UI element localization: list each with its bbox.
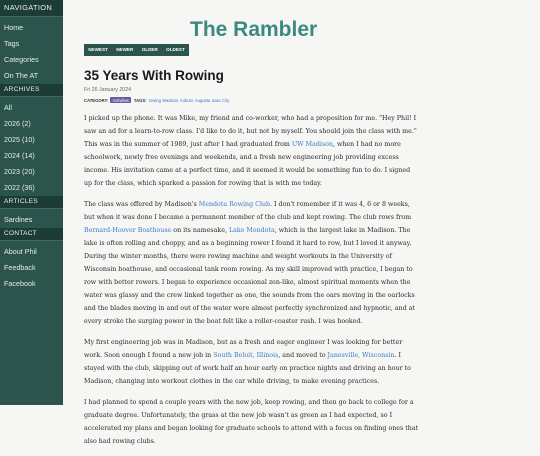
tag-link[interactable]: City xyxy=(222,97,230,103)
paragraph-text: I picked up the phone. It was Mike, my friend and co-worker, who had a proposition for me. "Hey Phil! I saw an ad for a learn-to-row class. I'd like to do it, but not by myself. You should join the class with me." This was in the summer of 1989, just after I had graduated from xyxy=(84,115,417,148)
main-content xyxy=(63,0,540,445)
paragraph-text: , when I had no more schoolwork, newly free evenings and weekends, and a fresh new engineering job providing excess income. His invitation came at a perfect time, and it seemed it would be something fun to do. I signed up for the class, which sparked a passion for rowing that is with me today. xyxy=(84,141,411,187)
paragraph xyxy=(84,112,420,190)
contact-header: CONTACT xyxy=(0,228,63,241)
tag-link[interactable]: rowing xyxy=(148,97,161,103)
boathouse-link[interactable]: Bernard-Hoover Boathouse xyxy=(84,227,172,234)
tag-link[interactable]: Madison xyxy=(162,97,179,103)
nav-item-tags[interactable]: Tags xyxy=(4,39,20,48)
tag-link[interactable]: Auburn xyxy=(179,97,194,103)
newest-button[interactable]: NEWEST xyxy=(88,47,108,52)
category-badge[interactable]: Activities xyxy=(112,97,129,103)
archive-item-all[interactable]: All xyxy=(4,103,12,112)
paragraph xyxy=(84,336,420,388)
nav-item-categories[interactable]: Categories xyxy=(4,55,39,64)
post-body xyxy=(84,112,420,456)
south-beloit-link[interactable]: South Beloit, Illinois xyxy=(213,352,279,359)
archive-item-2026[interactable]: 2026 (2) xyxy=(4,119,31,128)
article-item-sardines[interactable]: Sardines xyxy=(4,215,33,224)
paragraph-text: , which is the largest lake in Madison. The lake is often rolling and choppy, and as a beginning rower I found it hard to row, but I loved it anyway. During the winter months, there were rowing machine and weight workouts in the University of Wisconsin boathouse, and occasional tank room rowing. As my skill improved with practice, I began to row with better rowers. I began to experience occasional zen-like, almost spiritual moments when the water was glassy and the crew linked together as one, the sounds from the oars moving in the oarlocks and the blades moving in and out of the water were almost perfectly synchronized and hypnotic, and at every stroke the surging power in the boat felt like a roller-coaster rush. I was hooked. xyxy=(84,227,416,325)
paragraph-text: I had planned to spend a couple years with the new job, keep rowing, and then go back to college for a graduate degree. Unfortunately, the grass at the new job wasn't as green as I had expected, so I accelerated my plans and began looking for graduate schools to attend with a focus on finding ones that also had rowing clubs. xyxy=(84,399,419,445)
janesville-link[interactable]: Janesville, Wisconsin xyxy=(327,352,395,359)
oldest-button[interactable]: OLDEST xyxy=(166,47,185,52)
nav-item-on-the-at[interactable]: On The AT xyxy=(4,71,39,80)
category-label: CATEGORY: xyxy=(84,97,109,103)
older-button[interactable]: OLDER xyxy=(141,47,158,52)
paragraph-text: The class was offered by Madison's xyxy=(84,201,199,208)
uw-madison-link[interactable]: UW Madison xyxy=(291,141,333,148)
articles-header: ARTICLES xyxy=(0,196,63,209)
paragraph-text: My first engineering job was in Madison, but as a fresh and eager engineer I was looking for better work. Soon enough I found a new job in xyxy=(84,339,403,359)
newer-button[interactable]: NEWER xyxy=(116,47,134,52)
mendota-rowing-club-link[interactable]: Mendota Rowing Club xyxy=(198,201,271,208)
post-date: Fri 26 January 2024 xyxy=(84,87,132,93)
archive-item-2022[interactable]: 2022 (36) xyxy=(4,183,35,192)
paragraph-text: . I don't remember if it was 4, 6 or 8 weeks, but when it was done I became a permanent member of the club and kept rowing. The club rows from xyxy=(84,201,412,221)
paragraph-text: , and moved to xyxy=(278,352,328,359)
archive-item-2023[interactable]: 2023 (20) xyxy=(4,167,35,176)
post-nav-bar xyxy=(84,44,189,56)
archive-item-2024[interactable]: 2024 (14) xyxy=(4,151,35,160)
paragraph xyxy=(84,198,420,328)
navigation-header: NAVIGATION xyxy=(0,0,63,17)
contact-item-feedback[interactable]: Feedback xyxy=(4,263,36,272)
tags-label: TAGS: xyxy=(133,97,147,103)
lake-mendota-link[interactable]: Lake Mendota xyxy=(228,227,275,234)
site-title[interactable]: The Rambler xyxy=(190,18,318,41)
archives-header: ARCHIVES xyxy=(0,84,63,97)
paragraph-text: . I stayed with the club, skipping out of work half an hour early on practice nights and driving an hour to Madison, changing into workout clothes in the car while driving, to make evening practices. xyxy=(84,352,411,385)
tag-link[interactable]: Augusta xyxy=(194,97,211,103)
sidebar xyxy=(0,0,63,405)
post-title: 35 Years With Rowing xyxy=(84,68,224,83)
paragraph-text: on its namesake, xyxy=(171,227,229,234)
archive-item-2025[interactable]: 2025 (10) xyxy=(4,135,35,144)
paragraph xyxy=(84,396,420,448)
post-meta xyxy=(84,97,231,103)
tag-link[interactable]: Iowa xyxy=(211,97,221,103)
contact-item-about-phil[interactable]: About Phil xyxy=(4,247,37,256)
contact-item-facebook[interactable]: Facebook xyxy=(4,279,36,288)
nav-item-home[interactable]: Home xyxy=(4,23,24,32)
